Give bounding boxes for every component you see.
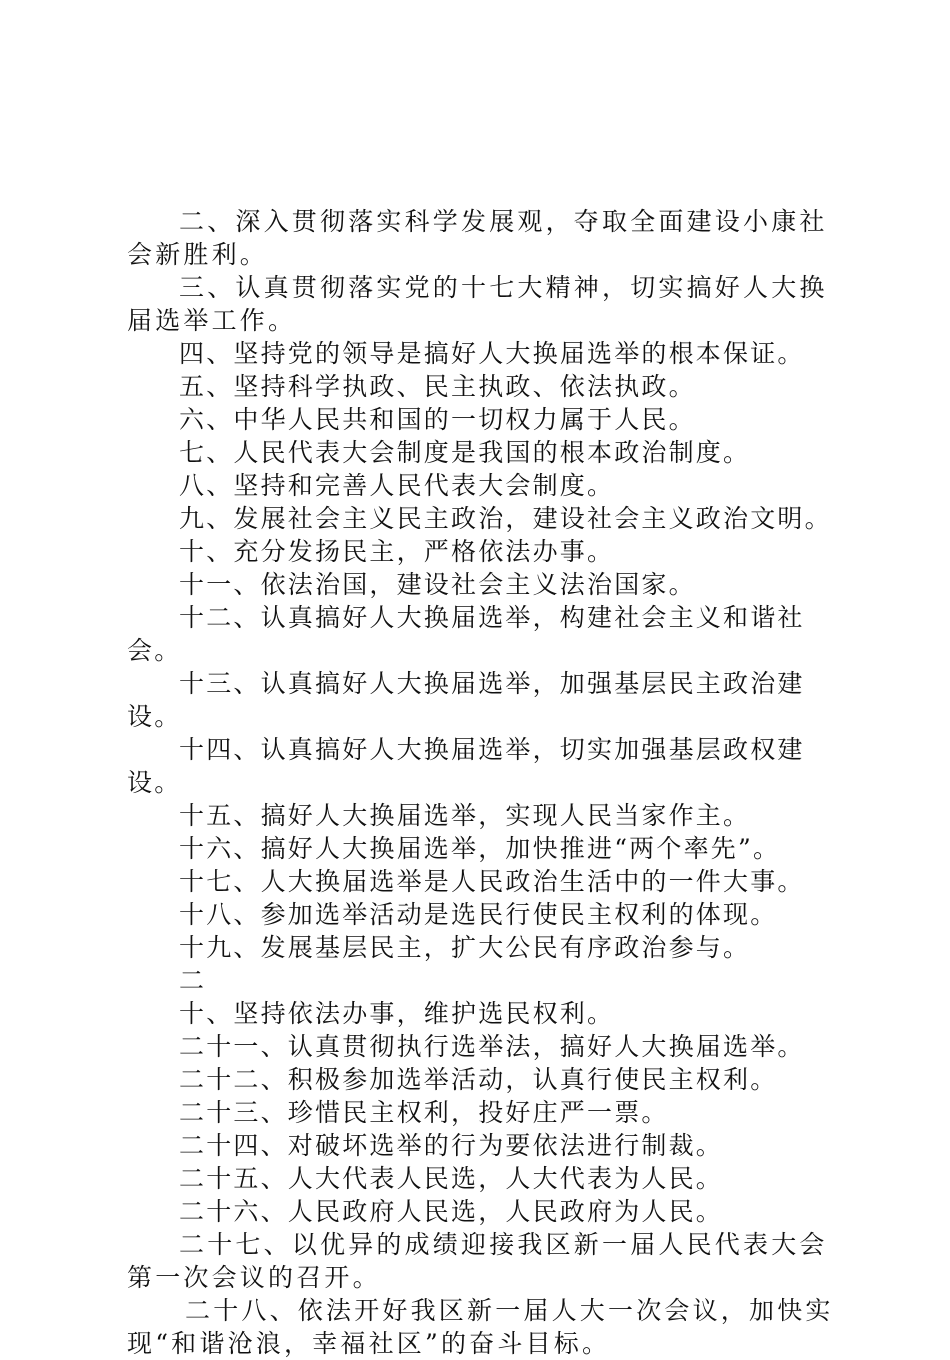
- paragraph-25: 二十五、人大代表人民选，人大代表为人民。: [179, 1164, 724, 1193]
- paragraph-2: 二、深入贯彻落实科学发展观，夺取全面建设小康社会新胜利。: [127, 207, 828, 269]
- paragraph-18: 十八、参加选举活动是选民行使民主权利的体现。: [179, 900, 778, 929]
- paragraph-stray-char: 二: [179, 966, 207, 995]
- paragraph-28: 二十八、依法开好我区新一届人大一次会议，加快实现“和谐沧浪，幸福社区”的奋斗目标。: [127, 1296, 834, 1358]
- paragraph-20: 十、坚持依法办事，维护选民权利。: [179, 999, 615, 1028]
- paragraph-12: 十二、认真搞好人大换届选举，构建社会主义和谐社会。: [127, 603, 805, 665]
- paragraph-19: 十九、发展基层民主，扩大公民有序政治参与。: [179, 933, 751, 962]
- paragraph-23: 二十三、珍惜民主权利，投好庄严一票。: [179, 1098, 669, 1127]
- paragraph-4: 四、坚持党的领导是搞好人大换届选举的根本保证。: [179, 339, 805, 368]
- paragraph-3: 三、认真贯彻落实党的十七大精神，切实搞好人大换届选举工作。: [127, 273, 828, 335]
- paragraph-13: 十三、认真搞好人大换届选举，加强基层民主政治建设。: [127, 669, 805, 731]
- paragraph-5: 五、坚持科学执政、民主执政、依法执政。: [179, 372, 696, 401]
- paragraph-22: 二十二、积极参加选举活动，认真行使民主权利。: [179, 1065, 778, 1094]
- paragraph-27: 二十七、以优异的成绩迎接我区新一届人民代表大会第一次会议的召开。: [127, 1230, 828, 1292]
- paragraph-15: 十五、搞好人大换届选举，实现人民当家作主。: [179, 801, 751, 830]
- document-body: [127, 205, 837, 1360]
- paragraph-7: 七、人民代表大会制度是我国的根本政治制度。: [179, 438, 751, 467]
- paragraph-26: 二十六、人民政府人民选，人民政府为人民。: [179, 1197, 724, 1226]
- paragraph-9: 九、发展社会主义民主政治，建设社会主义政治文明。: [179, 504, 832, 533]
- paragraph-16: 十六、搞好人大换届选举，加快推进“两个率先”。: [179, 834, 781, 863]
- paragraph-8: 八、坚持和完善人民代表大会制度。: [179, 471, 615, 500]
- paragraph-14: 十四、认真搞好人大换届选举，切实加强基层政权建设。: [127, 735, 805, 797]
- paragraph-17: 十七、人大换届选举是人民政治生活中的一件大事。: [179, 867, 805, 896]
- paragraph-11: 十一、依法治国，建设社会主义法治国家。: [179, 570, 696, 599]
- paragraph-21: 二十一、认真贯彻执行选举法，搞好人大换届选举。: [179, 1032, 805, 1061]
- paragraph-24: 二十四、对破坏选举的行为要依法进行制裁。: [179, 1131, 724, 1160]
- paragraph-6: 六、中华人民共和国的一切权力属于人民。: [179, 405, 696, 434]
- paragraph-10: 十、充分发扬民主，严格依法办事。: [179, 537, 615, 566]
